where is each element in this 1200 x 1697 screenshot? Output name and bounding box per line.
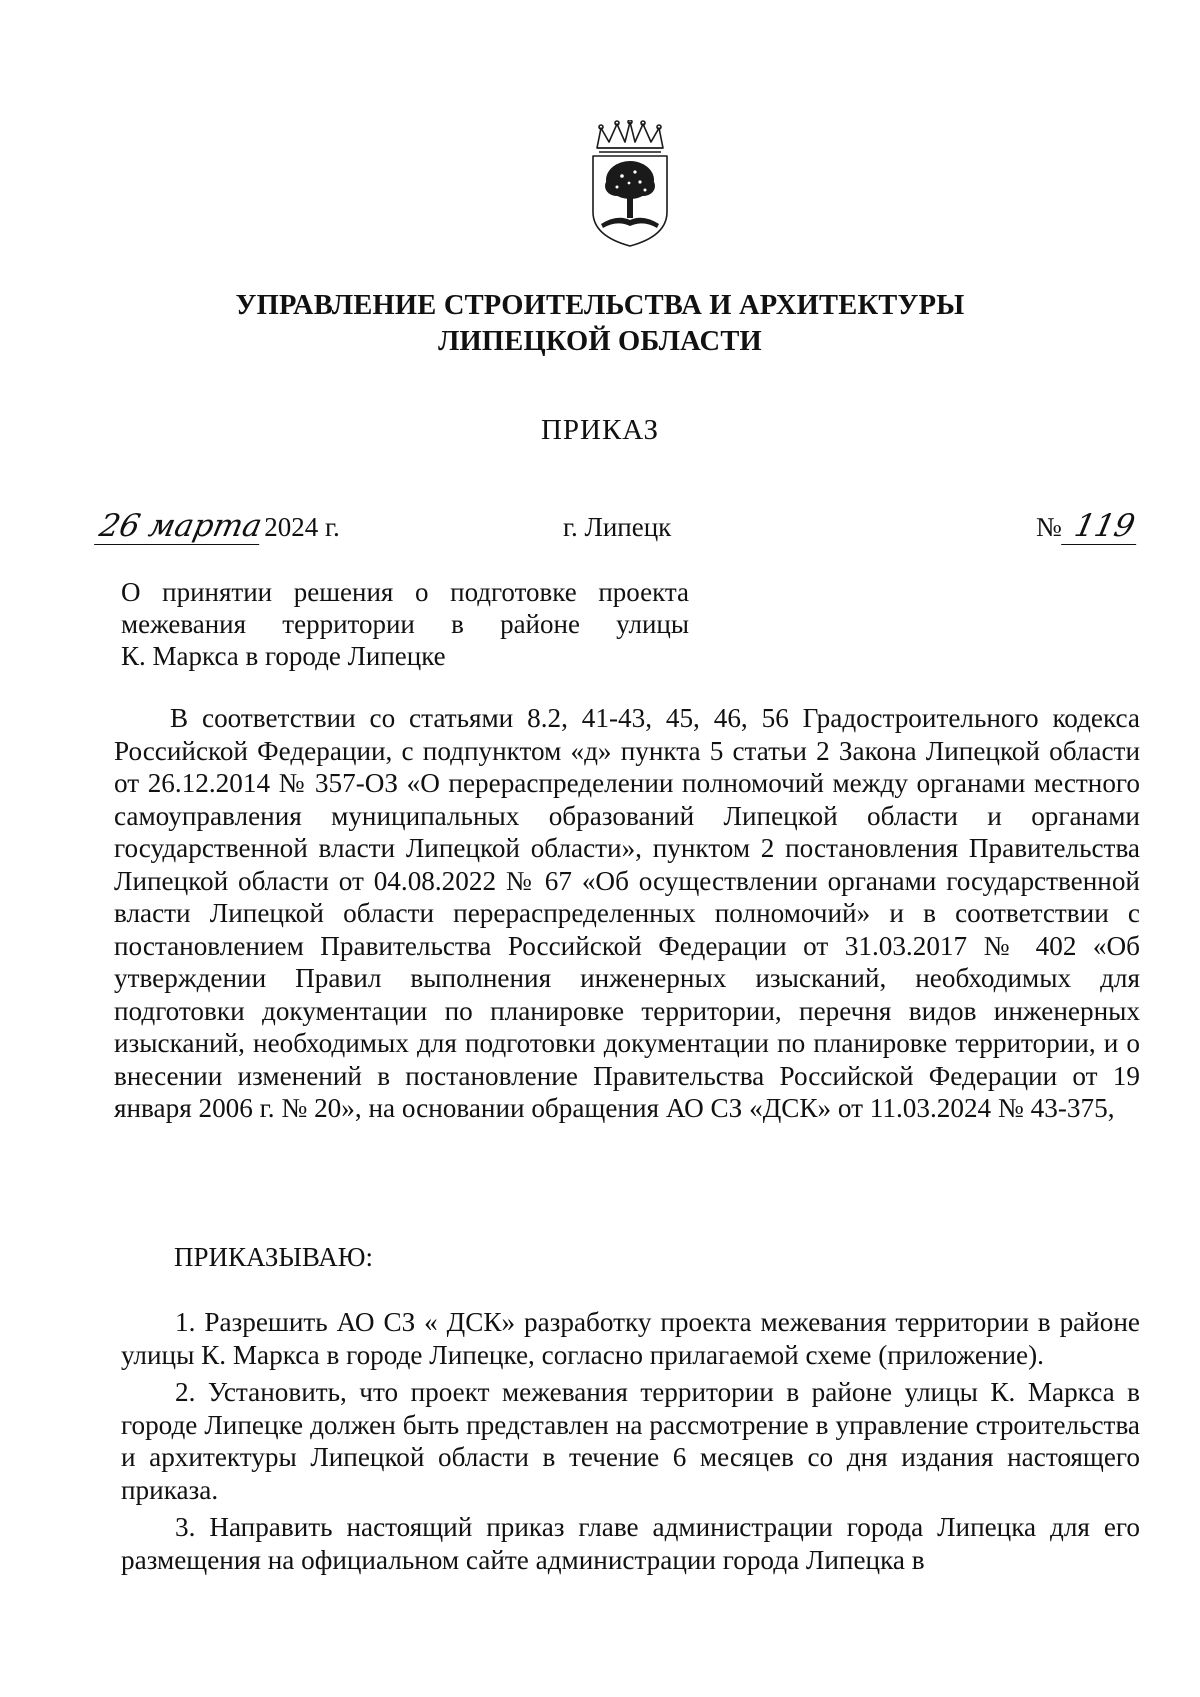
organization-name-line2: ЛИПЕЦКОЙ ОБЛАСТИ xyxy=(438,326,762,357)
date-year: 2024 г. xyxy=(264,512,340,542)
order-items xyxy=(121,1306,1140,1581)
order-item: 1. Разрешить АО СЗ « ДСК» разработку проекта межевания территории в районе улицы К. Маркса в городе Липецке, согласно прилагаемой схеме (приложение). xyxy=(121,1307,1140,1370)
subject-line: К. Маркса в городе Липецке xyxy=(121,641,446,671)
preamble-block xyxy=(114,702,1140,1125)
lipetsk-coat-of-arms-icon xyxy=(587,120,673,248)
order-item: 3. Направить настоящий приказ главе администрации города Липецка для его размещения на официальном сайте администрации города Липецка в xyxy=(121,1512,1140,1575)
document-type-title: ПРИКАЗ xyxy=(540,414,660,446)
subject-line: межевания территории в районе улицы xyxy=(121,609,689,639)
order-city: г. Липецк xyxy=(563,512,672,542)
number-sign: № xyxy=(1036,512,1062,542)
order-subject xyxy=(121,576,689,672)
order-item: 2. Установить, что проект межевания территории в районе улицы К. Маркса в городе Липецке должен быть представлен на рассмотрение в управление строительства и архитектуры Липецкой области в течение 6 месяцев со дня издания настоящего приказа. xyxy=(121,1377,1140,1505)
preamble-paragraph: В соответствии со статьями 8.2, 41-43, 45, 46, 56 Градостроительного кодекса Российской Федерации, с подпунктом «д» пункта 5 статьи 2 Закона Липецкой области от 26.12.2014 № 357-ОЗ «О перераспределении полномочий между органами местного самоуправления муниципальных образований Липецкой области и органами государственной власти Липецкой области», пунктом 2 постановления Правительства Липецкой области от 04.08.2022 № 67 «Об осуществлении органами государственной власти Липецкой области перераспределенных полномочий» и в соответствии с постановлением Правительства Российской Федерации от 31.03.2017 № 402 «Об утверждении Правил выполнения инженерных изысканий, необходимых для подготовки документации по планировке территории, перечня видов инженерных изысканий, необходимых для подготовки документации по планировке территории, и о внесении изменений в постановление Правительства Российской Федерации от 19 января 2006 г. № 20», на основании обращения АО СЗ «ДСК» от 11.03.2024 № 43-375, xyxy=(114,703,1140,1123)
organization-name-line1: УПРАВЛЕНИЕ СТРОИТЕЛЬСТВА И АРХИТЕКТУРЫ xyxy=(235,290,965,321)
order-number xyxy=(1036,508,1140,545)
order-keyword: ПРИКАЗЫВАЮ: xyxy=(174,1242,373,1272)
subject-line: О принятии решения о подготовке проекта xyxy=(121,577,689,607)
order-date xyxy=(98,508,340,545)
handwritten-date: 26 марта xyxy=(94,508,267,545)
handwritten-number: 119 xyxy=(1061,508,1144,545)
